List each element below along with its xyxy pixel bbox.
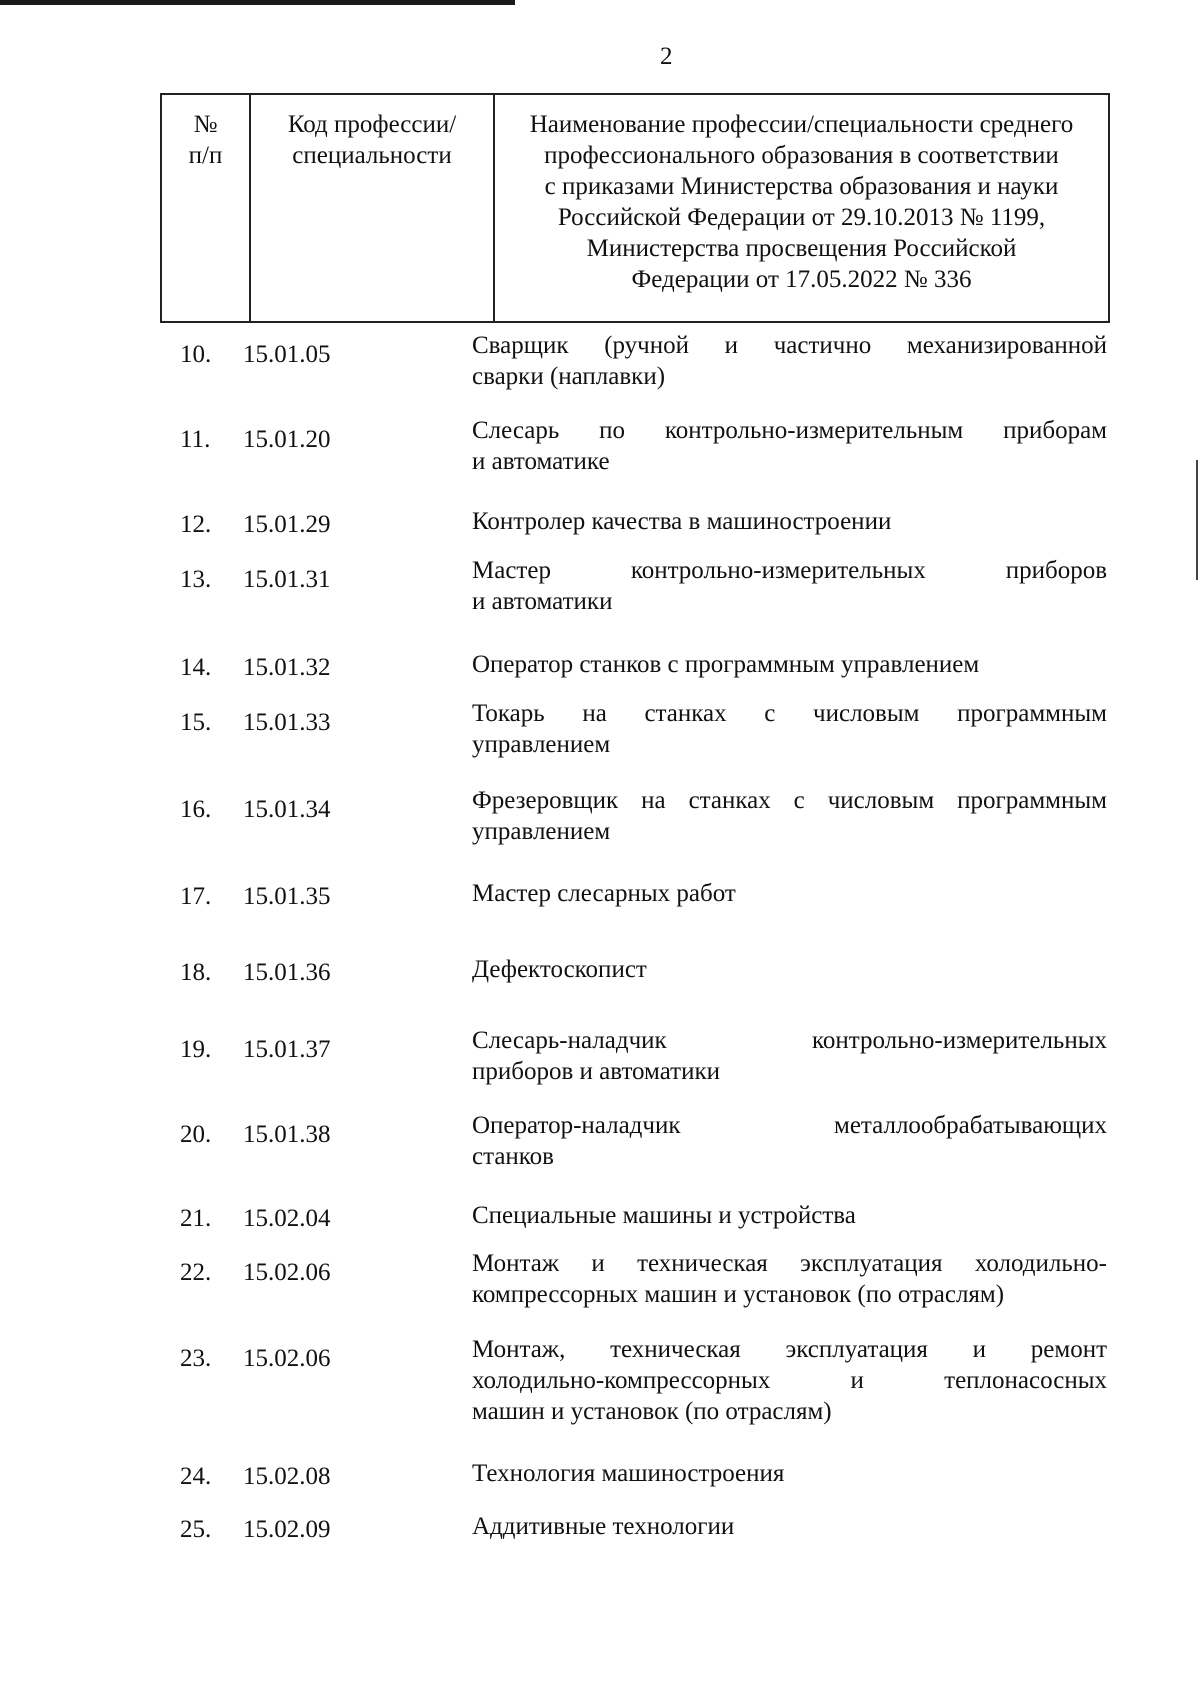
row-code: 15.01.20: [243, 426, 331, 453]
row-code: 15.01.37: [243, 1036, 331, 1063]
page-number: 2: [660, 43, 673, 70]
row-code: 15.01.36: [243, 959, 331, 986]
header-cell-code: [250, 94, 494, 322]
row-name: [472, 1458, 1107, 1489]
header-cell-name: [494, 94, 1109, 322]
row-name-line: сварки (наплавки): [472, 363, 666, 390]
row-name-line: Технология машиностроения: [472, 1460, 785, 1487]
row-code: 15.01.34: [243, 796, 331, 823]
row-number: 25.: [180, 1516, 212, 1543]
row-code: 15.01.05: [243, 341, 331, 368]
row-name-line: Фрезеровщик на станках с числовым программным: [472, 787, 1107, 814]
row-name: [472, 555, 1107, 617]
header-code-line: специальности: [292, 142, 452, 169]
header-name-line: с приказами Министерства образования и науки: [544, 173, 1059, 200]
row-name-line: Токарь на станках с числовым программным: [472, 700, 1107, 727]
row-code: 15.01.32: [243, 654, 331, 681]
row-name-line: приборов и автоматики: [472, 1058, 720, 1085]
row-number: 14.: [180, 654, 212, 681]
header-number-line: №: [193, 111, 218, 138]
row-number: 12.: [180, 511, 212, 538]
row-code: 15.02.06: [243, 1259, 331, 1286]
row-name-line: станков: [472, 1143, 554, 1170]
row-name: [472, 954, 1107, 985]
row-name-line: Дефектоскопист: [472, 956, 647, 983]
row-name-line: компрессорных машин и установок (по отраслям): [472, 1281, 1005, 1308]
row-name: [472, 785, 1107, 847]
row-name: [472, 1110, 1107, 1172]
scan-edge-mark: [0, 0, 515, 5]
row-name: [472, 330, 1107, 392]
row-number: 19.: [180, 1036, 212, 1063]
row-name: [472, 415, 1107, 477]
row-number: 11.: [180, 426, 211, 453]
row-name-line: Мастер контрольно-измерительных приборов: [472, 557, 1107, 584]
scan-edge-line: [1196, 460, 1198, 580]
row-number: 22.: [180, 1259, 212, 1286]
row-code: 15.01.38: [243, 1121, 331, 1148]
header-cell-number: [161, 94, 250, 322]
header-name-line: Федерации от 17.05.2022 № 336: [631, 266, 972, 293]
row-name-line: Сварщик (ручной и частично механизированной: [472, 332, 1107, 359]
row-name-line: управлением: [472, 731, 611, 758]
row-name: [472, 1511, 1107, 1542]
row-name-line: машин и установок (по отраслям): [472, 1398, 832, 1425]
row-number: 20.: [180, 1121, 212, 1148]
row-number: 16.: [180, 796, 212, 823]
header-name-line: Российской Федерации от 29.10.2013 № 1199,: [557, 204, 1046, 231]
row-number: 23.: [180, 1345, 212, 1372]
row-name-line: и автоматике: [472, 448, 610, 475]
row-name-line: Контролер качества в машиностроении: [472, 508, 892, 535]
table-header: [160, 93, 1110, 323]
row-name-line: Слесарь-наладчик контрольно-измерительных: [472, 1027, 1107, 1054]
header-name-line: Наименование профессии/специальности среднего: [529, 111, 1074, 138]
header-code-line: Код профессии/: [287, 111, 457, 138]
header-number-line: п/п: [188, 142, 223, 169]
row-name-line: Слесарь по контрольно-измерительным приборам: [472, 417, 1107, 444]
row-name: [472, 1334, 1107, 1427]
row-name: [472, 506, 1107, 537]
row-code: 15.01.29: [243, 511, 331, 538]
row-code: 15.01.31: [243, 566, 331, 593]
row-name-line: Специальные машины и устройства: [472, 1202, 856, 1229]
row-number: 17.: [180, 883, 212, 910]
row-name: [472, 1248, 1107, 1310]
row-code: 15.02.09: [243, 1516, 331, 1543]
row-name-line: и автоматики: [472, 588, 613, 615]
row-number: 24.: [180, 1463, 212, 1490]
row-name-line: Аддитивные технологии: [472, 1513, 735, 1540]
row-code: 15.01.35: [243, 883, 331, 910]
row-name: [472, 1200, 1107, 1231]
row-code: 15.02.08: [243, 1463, 331, 1490]
row-name-line: Монтаж, техническая эксплуатация и ремонт: [472, 1336, 1107, 1363]
row-number: 13.: [180, 566, 212, 593]
row-name-line: Оператор станков с программным управлением: [472, 651, 980, 678]
row-name-line: Монтаж и техническая эксплуатация холодильно-: [472, 1250, 1107, 1277]
header-name-line: Министерства просвещения Российской: [586, 235, 1017, 262]
row-name-line: Оператор-наладчик металлообрабатывающих: [472, 1112, 1107, 1139]
row-name-line: холодильно-компрессорных и теплонасосных: [472, 1367, 1107, 1394]
row-number: 18.: [180, 959, 212, 986]
row-number: 21.: [180, 1205, 212, 1232]
row-number: 10.: [180, 341, 212, 368]
header-name-line: профессионального образования в соответствии: [544, 142, 1059, 169]
row-code: 15.02.06: [243, 1345, 331, 1372]
row-name: [472, 698, 1107, 760]
row-code: 15.02.04: [243, 1205, 331, 1232]
row-name: [472, 649, 1107, 680]
row-name: [472, 1025, 1107, 1087]
row-name: [472, 878, 1107, 909]
row-name-line: управлением: [472, 818, 611, 845]
row-code: 15.01.33: [243, 709, 331, 736]
row-number: 15.: [180, 709, 212, 736]
row-name-line: Мастер слесарных работ: [472, 880, 736, 907]
